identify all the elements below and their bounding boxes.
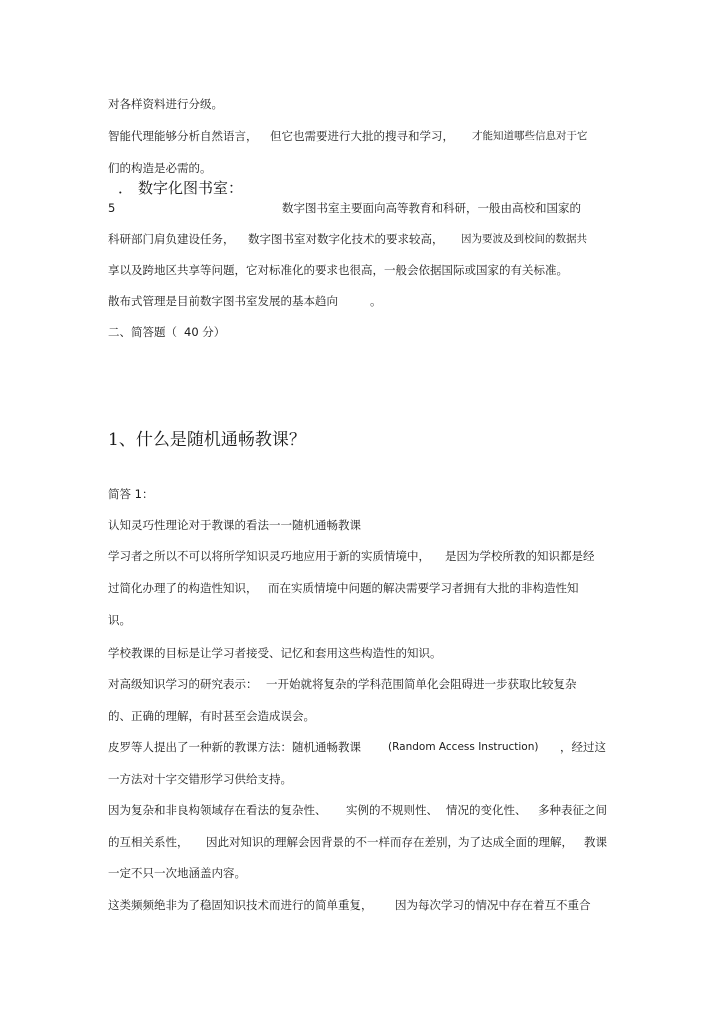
text-segment: 的、正确的理解，有时甚至会造成误会。 [108,709,315,723]
text-segment: 学校教课的目标是让学习者接受、记忆和套用这些构造性的知识。 [108,646,442,660]
text-segment: 简答 1： [108,487,154,501]
text-segment: 一定不只一次地涵盖内容。 [108,866,246,880]
text-segment: 享以及跨地区共享等问题，它对标准化的要求也很高，一般会依据国际或国家的有关标准。 [108,263,568,277]
text-segment: 因为要波及到校间的数据共 [461,233,587,245]
text-segment: 数字图书室主要面向高等教育和科研，一般由高校和国家的 [282,201,581,215]
text-segment: 因为每次学习的情况中存在着互不重合 [395,898,591,912]
text-segment: 认知灵巧性理论对于教课的看法一一随机通畅教课 [108,518,361,532]
text-segment: 才能知道哪些信息对于它 [472,130,588,142]
heading-marker: ． [118,179,134,197]
text-segment: 皮罗等人提出了一种新的教课方法：随机通畅教课 [108,740,361,754]
text-segment: 的互相关系性， [108,835,189,849]
text-segment: 一方法对十字交错形学习供给支持。 [108,772,292,786]
text-segment: 因此对知识的理解会因背景的不一样而存在差别， [206,835,459,849]
text-segment: 对各样资料进行分级。 [108,97,223,111]
text-segment: 一开始就将复杂的学科范围简单化会阻碍进一步获取比较复杂 [266,677,577,691]
text-segment: 们的构造是必需的。 [108,161,212,175]
text-segment: 因为复杂和非良构领域存在看法的复杂性、 [108,803,327,817]
text-segment: 40 分） [184,325,226,339]
text-segment: 但它也需要进行大批的搜寻和学习， [270,129,454,143]
text-segment: 智能代理能够分析自然语言， [108,129,258,143]
text-segment: 而在实质情境中问题的解决需要学习者拥有大批的非构造性知 [268,581,579,595]
text-segment: 对高级知识学习的研究表示： [108,677,258,691]
text-segment: 。 [370,294,382,308]
text-segment: 是因为学校所教的知识都是经 [445,549,595,563]
text-segment: ，经过这 [560,740,606,754]
heading-text: 1、什么是随机通畅教课？ [108,430,306,450]
text-segment: 情况的变化性、 [446,803,527,817]
text-segment: 散布式管理是目前数字图书室发展的基本趋向 [108,294,338,308]
text-segment: 多种表征之间 [538,803,607,817]
text-segment: 学习者之所以不可以将所学知识灵巧地应用于新的实质情境中， [108,549,430,563]
text-segment: 识。 [108,613,131,627]
text-segment: (Random Access Instruction) [388,741,539,753]
heading-text: 数字化图书室： [138,179,244,197]
text-segment: 5 [108,201,116,215]
text-segment: 数字图书室对数字化技术的要求较高， [248,232,444,246]
text-segment: 为了达成全面的理解， [458,835,573,849]
text-segment: 科研部门肩负建设任务， [108,232,235,246]
text-segment: 二、简答题（ [108,325,177,339]
text-segment: 实例的不规则性、 [346,803,438,817]
text-segment: 这类频频绝非为了稳固知识技术而进行的简单重复， [108,898,373,912]
text-segment: 过简化办理了的构造性知识， [108,581,258,595]
text-segment: 教课 [584,835,607,849]
